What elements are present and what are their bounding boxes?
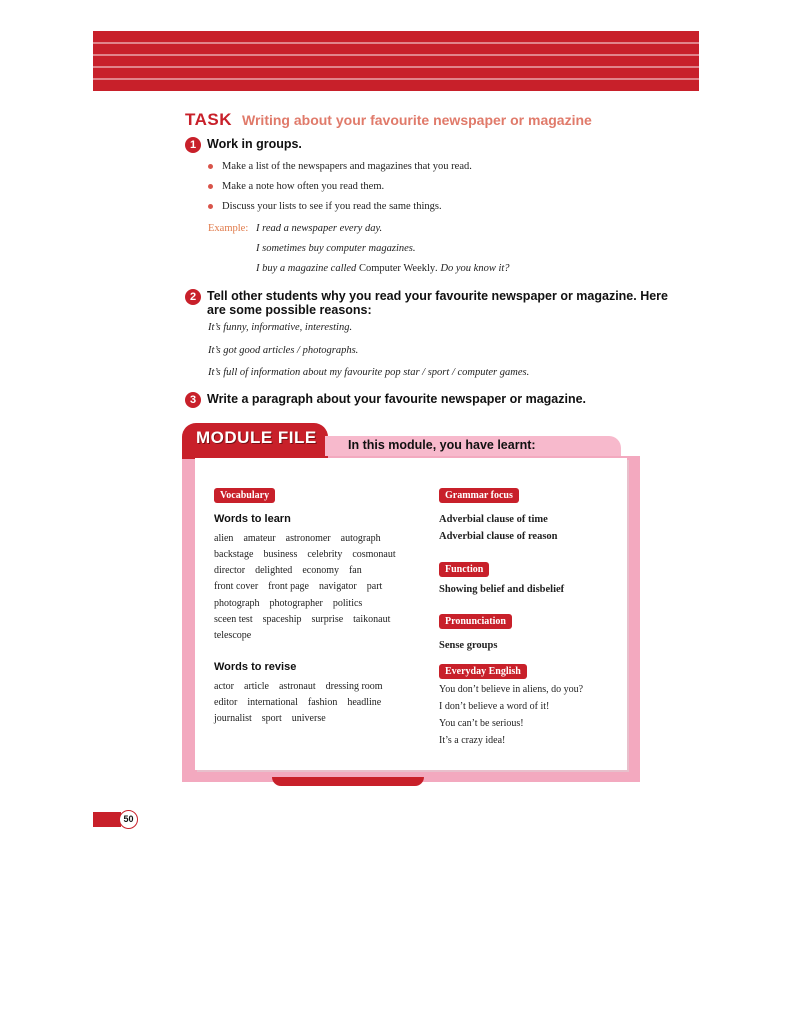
vocabulary-label: Vocabulary (214, 488, 275, 503)
pronunciation-label: Pronunciation (439, 614, 512, 629)
word-row: director delighted economy fan (214, 565, 362, 576)
reason-line: It’s funny, informative, interesting. (208, 322, 353, 333)
step-text: Write a paragraph about your favourite newspaper or magazine. (207, 392, 587, 406)
example-line: I read a newspaper every day. (256, 223, 383, 234)
grammar-item: Adverbial clause of reason (439, 531, 558, 542)
page-number-bar (93, 812, 121, 827)
bullet-icon (208, 184, 213, 189)
bullet-icon (208, 204, 213, 209)
word-row: journalist sport universe (214, 713, 326, 724)
list-item: Make a list of the newspapers and magazines that you read. (208, 160, 472, 180)
step-number-badge: 1 (185, 137, 201, 153)
word-row: alien amateur astronomer autograph (214, 533, 381, 544)
list-item: Make a note how often you read them. (208, 180, 472, 200)
words-to-learn-heading: Words to learn (214, 513, 291, 525)
step-number-badge: 3 (185, 392, 201, 408)
task-label: TASK (185, 110, 233, 129)
function-label: Function (439, 562, 489, 577)
word-row: actor article astronaut dressing room (214, 681, 383, 692)
reason-line: It’s full of information about my favourite pop star / sport / computer games. (208, 367, 530, 378)
function-item: Showing belief and disbelief (439, 584, 565, 595)
task-title: Writing about your favourite newspaper or magazine (242, 112, 592, 128)
bullet-icon (208, 164, 213, 169)
word-row: photograph photographer politics (214, 598, 363, 609)
everyday-item: You don’t believe in aliens, do you? (439, 684, 584, 695)
list-item: Discuss your lists to see if you read the same things. (208, 200, 472, 220)
everyday-item: It’s a crazy idea! (439, 735, 506, 746)
grammar-item: Adverbial clause of time (439, 514, 548, 525)
step-text: Work in groups. (207, 137, 302, 151)
word-row: editor international fashion headline (214, 697, 382, 708)
word-row: front cover front page navigator part (214, 581, 383, 592)
example-label: Example: (208, 223, 249, 234)
example-line: I buy a magazine called Computer Weekly. Do you know it? (256, 263, 510, 274)
header-band (93, 31, 699, 91)
words-to-revise-heading: Words to revise (214, 661, 297, 673)
bullet-list (208, 160, 472, 220)
page-number: 50 (119, 810, 138, 829)
word-row: backstage business celebrity cosmonaut (214, 549, 396, 560)
everyday-item: You can’t be serious! (439, 718, 524, 729)
word-row: sceen test spaceship surprise taikonaut (214, 614, 391, 625)
module-subtitle: In this module, you have learnt: (348, 438, 536, 452)
step-text: Tell other students why you read your favourite newspaper or magazine. Here are some possible reasons: (207, 289, 668, 317)
pronunciation-item: Sense groups (439, 640, 498, 651)
everyday-english-label: Everyday English (439, 664, 527, 679)
module-bottom-tab (272, 777, 424, 786)
task-heading (185, 110, 592, 130)
reason-line: It’s got good articles / photographs. (208, 345, 359, 356)
word-row: telescope (214, 630, 252, 641)
grammar-focus-label: Grammar focus (439, 488, 519, 503)
everyday-item: I don’t believe a word of it! (439, 701, 550, 712)
module-file-title: MODULE FILE (196, 428, 317, 447)
example-line: I sometimes buy computer magazines. (256, 243, 416, 254)
step-number-badge: 2 (185, 289, 201, 305)
